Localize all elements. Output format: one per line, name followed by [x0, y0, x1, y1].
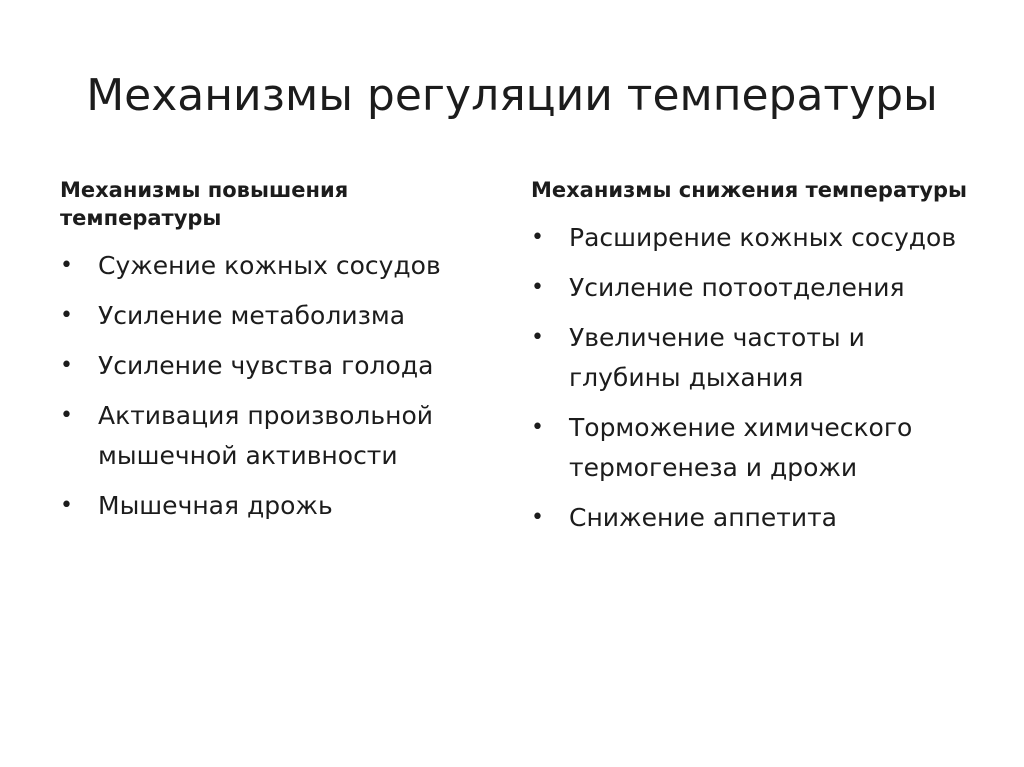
slide-title: Механизмы регуляции температуры [86, 70, 938, 121]
list-item [531, 318, 971, 398]
list-item [60, 346, 505, 386]
bullet-icon: • [531, 415, 544, 440]
bullet-icon: • [531, 275, 544, 300]
list-item-text: Мышечная дрожь [98, 491, 333, 520]
list-item [531, 268, 971, 308]
bullet-icon: • [60, 493, 73, 518]
column-decrease [531, 176, 971, 548]
list-item [531, 498, 971, 538]
list-item-text: Усиление потоотделения [569, 273, 905, 302]
bullet-icon: • [531, 225, 544, 250]
list-item-text: Сужение кожных сосудов [98, 251, 441, 280]
list-item-text: Усиление метаболизма [98, 301, 406, 330]
list-item [60, 396, 505, 476]
list-item-text: Снижение аппетита [569, 503, 837, 532]
list-item [60, 246, 505, 286]
list-item [531, 218, 971, 258]
bullet-icon: • [531, 505, 544, 530]
column-increase [60, 176, 505, 536]
list-item-text: Усиление чувства голода [98, 351, 434, 380]
list-item-text: Расширение кожных сосудов [569, 223, 957, 252]
bullet-icon: • [60, 253, 73, 278]
column-heading-decrease: Механизмы снижения температуры [531, 178, 967, 202]
list-item [531, 408, 971, 488]
list-item-text: Торможение химического термогенеза и дрожи [569, 413, 913, 482]
list-item-text: Увеличение частоты и глубины дыхания [569, 323, 865, 392]
bullet-icon: • [60, 303, 73, 328]
list-item [60, 486, 505, 526]
bullet-icon: • [60, 403, 73, 428]
column-heading-increase: Механизмы повышения температуры [60, 178, 349, 230]
bullet-icon: • [60, 353, 73, 378]
bullet-list-increase [60, 246, 505, 526]
list-item-text: Активация произвольной мышечной активности [98, 401, 433, 470]
list-item [60, 296, 505, 336]
bullet-list-decrease [531, 218, 971, 538]
bullet-icon: • [531, 325, 544, 350]
